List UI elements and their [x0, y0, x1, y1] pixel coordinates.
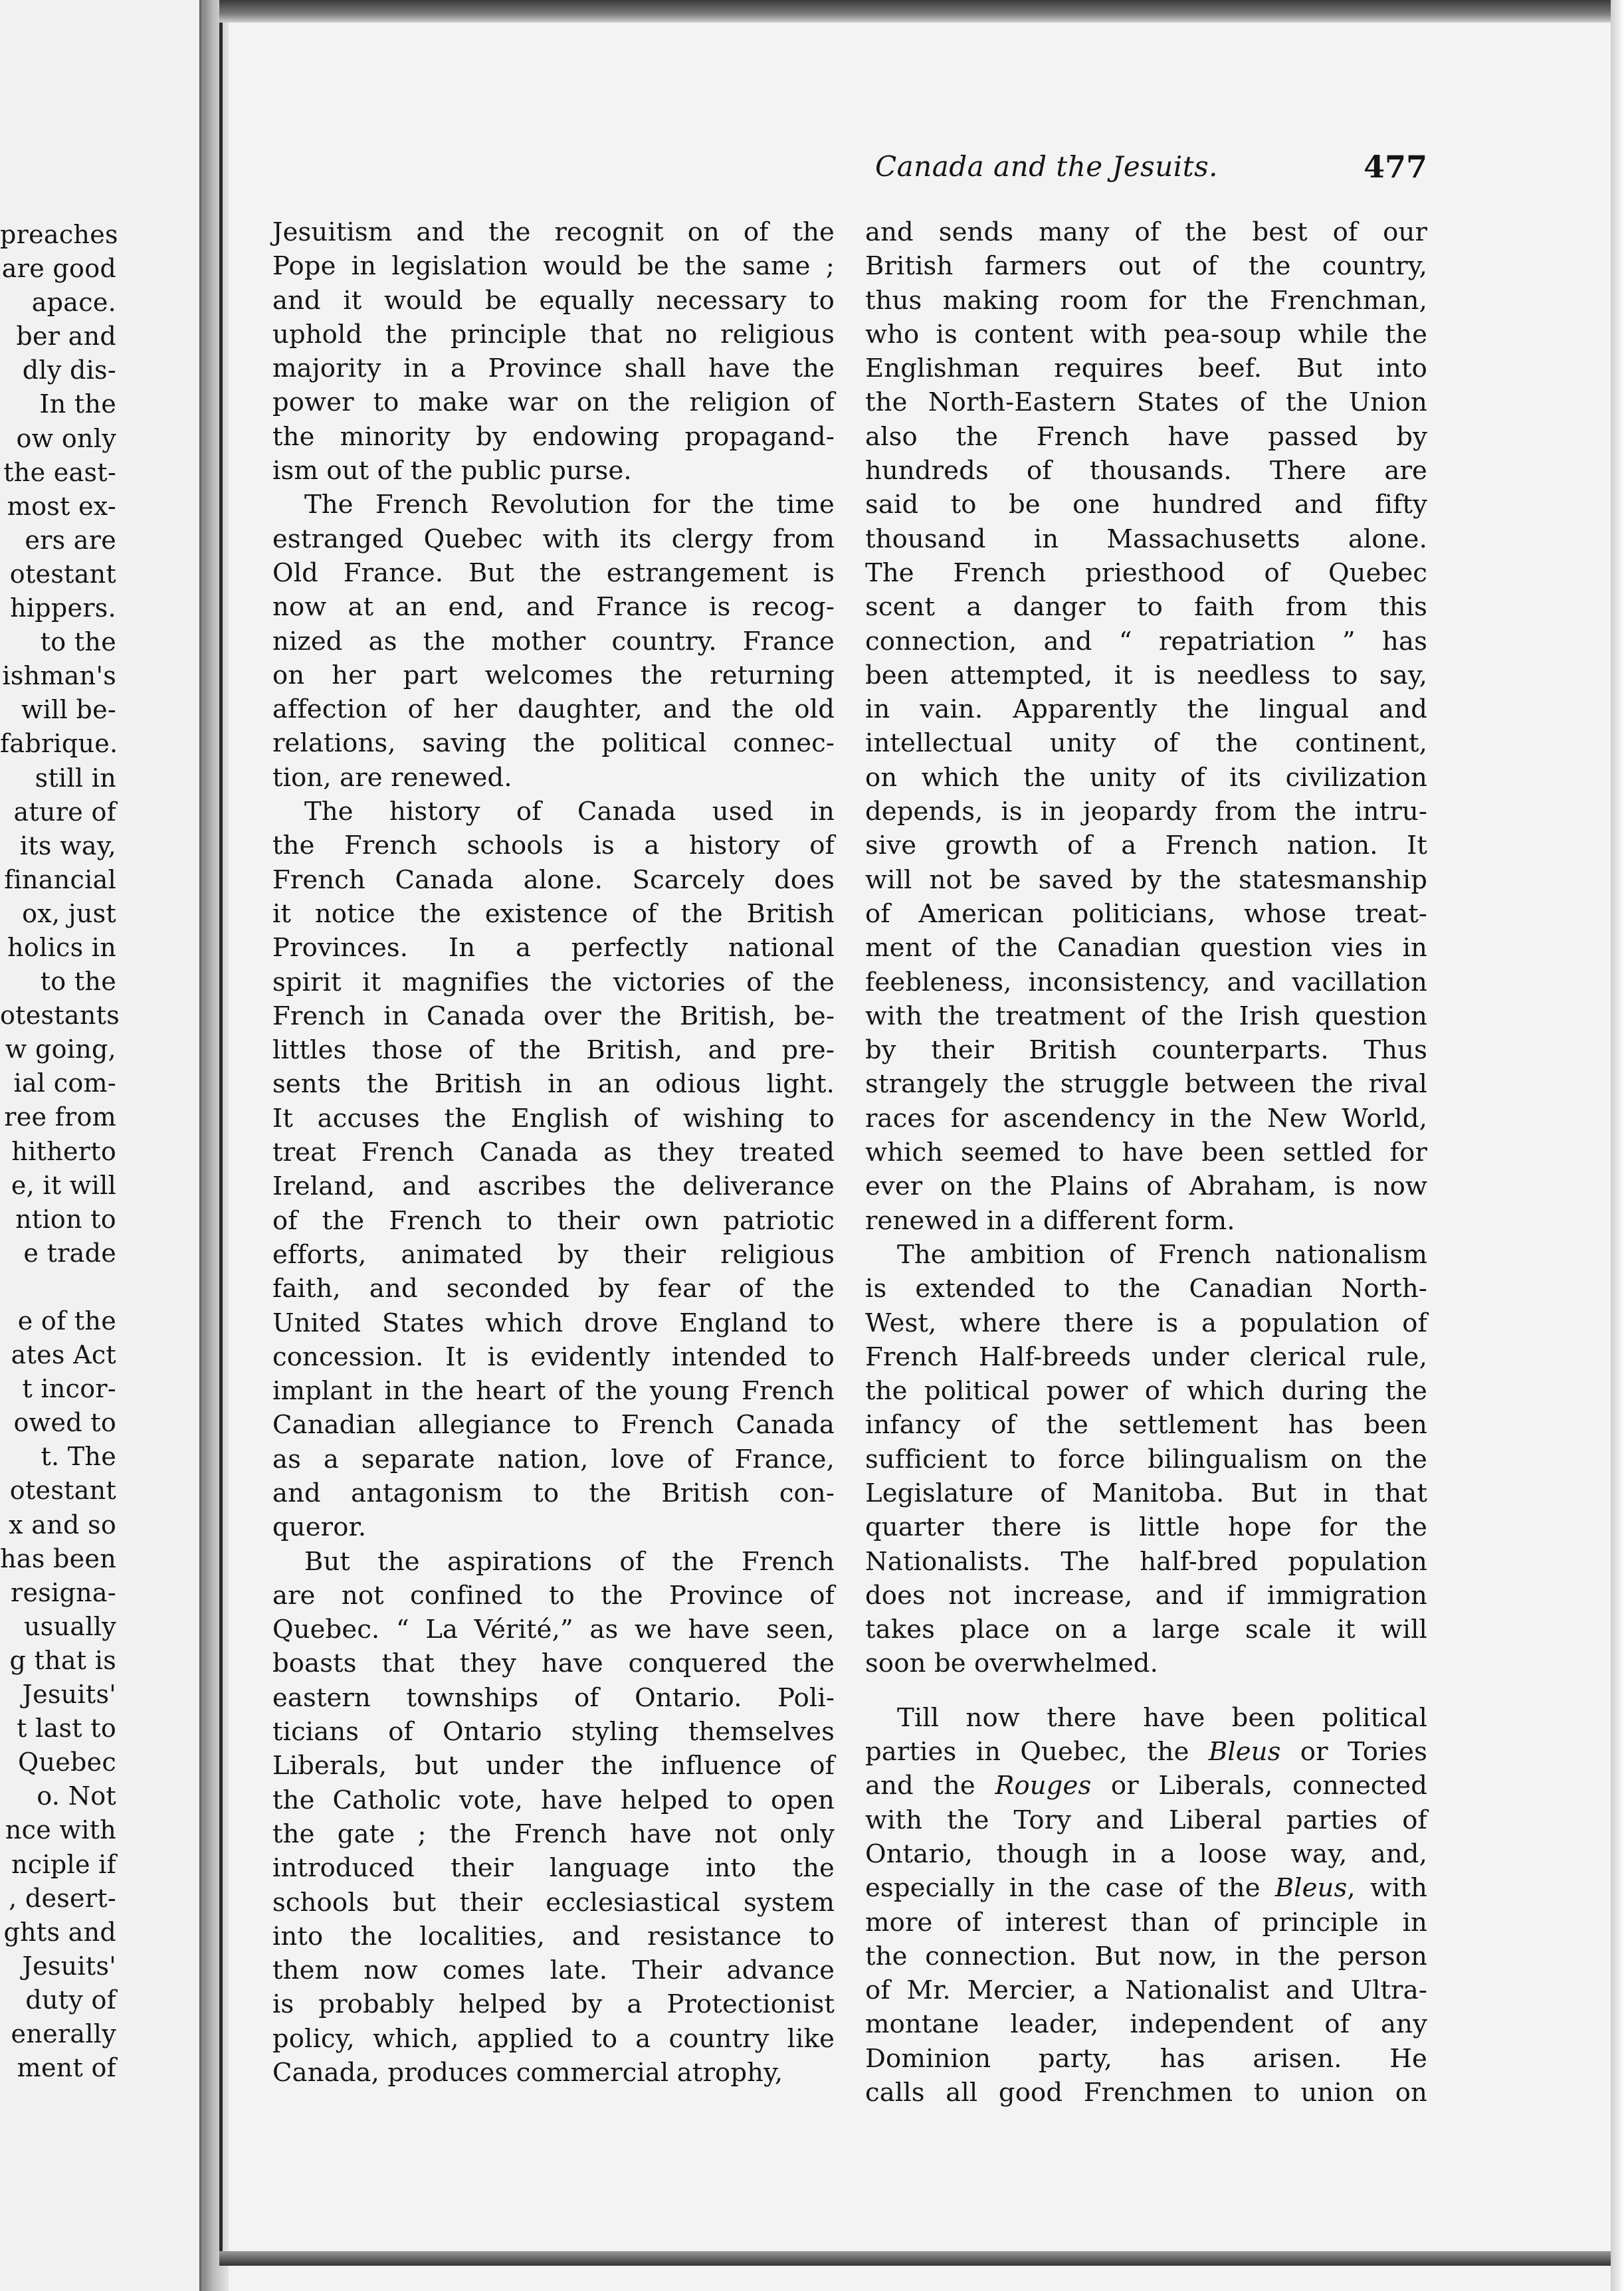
text-line: West, where there is a population of: [865, 1308, 1427, 1338]
paragraph: [272, 215, 835, 488]
facing-page-line: ox, just: [22, 898, 116, 928]
text-line: ism out of the public purse.: [272, 456, 632, 486]
text-line: by their British counterparts. Thus: [865, 1035, 1427, 1066]
facing-page-line: g that is: [9, 1645, 116, 1675]
text-line: of American politicians, whose treat-: [865, 898, 1427, 929]
facing-page-line: Quebec: [17, 1747, 116, 1777]
italic-term: Bleus: [1274, 1873, 1348, 1904]
text-line: takes place on a large scale it will: [865, 1615, 1427, 1645]
text-line: ticians of Ontario styling themselves: [272, 1717, 835, 1747]
facing-page-line: ers are: [25, 525, 116, 555]
facing-page-line: ial com-: [13, 1068, 116, 1098]
text-line: quarter there is little hope for the: [865, 1512, 1427, 1543]
text-line: It accuses the English of wishing to: [272, 1103, 835, 1134]
text-line: estranged Quebec with its clergy from: [272, 524, 835, 554]
text-line: the North-Eastern States of the Union: [865, 387, 1427, 418]
text-line: concession. It is evidently intended to: [272, 1342, 835, 1372]
text-line: The ambition of French nationalism: [897, 1239, 1427, 1270]
text-line: infancy of the settlement has been: [865, 1410, 1427, 1441]
text-fragment: or Liberals, connected: [1091, 1771, 1427, 1801]
text-line: of the French to their own patriotic: [272, 1205, 835, 1236]
text-line: eastern townships of Ontario. Poli-: [272, 1682, 835, 1713]
text-line: now at an end, and France is recog-: [272, 592, 835, 623]
text-line: and antagonism to the British con-: [272, 1478, 835, 1508]
text-line: [865, 2076, 1427, 2110]
facing-page-line: ature of: [13, 797, 116, 827]
column-right: [865, 215, 1427, 2110]
facing-page-line: ment of: [17, 2053, 116, 2083]
italic-term: Rouges: [995, 1771, 1092, 1801]
text-line: [865, 1940, 1427, 1973]
facing-page-line: ates Act: [11, 1340, 116, 1370]
text-fragment: Dominion party, has arisen. He: [865, 2043, 1427, 2074]
text-line: Legislature of Manitoba. But in that: [865, 1478, 1427, 1508]
text-fragment: parties in Quebec, the: [865, 1737, 1209, 1767]
text-fragment: or Tories: [1280, 1737, 1427, 1767]
facing-page-line: will be-: [21, 695, 116, 725]
running-title: Canada and the Jesuits.: [874, 150, 1218, 183]
facing-page-line: dly dis-: [22, 355, 116, 385]
text-line: on which the unity of its civilization: [865, 762, 1427, 793]
facing-page-line: the east-: [3, 457, 116, 487]
italic-term: Bleus: [1208, 1737, 1281, 1767]
text-line: efforts, animated by their religious: [272, 1239, 835, 1270]
text-line: French in Canada over the British, be-: [272, 1001, 835, 1031]
facing-page-line: usually: [24, 1611, 116, 1641]
facing-page-line: ber and: [16, 322, 116, 351]
text-line: implant in the heart of the young French: [272, 1376, 835, 1407]
text-line: Nationalists. The half-bred population: [865, 1546, 1427, 1577]
text-line: [865, 1769, 1427, 1803]
text-line: [865, 1973, 1427, 2007]
facing-page-line: to the: [40, 967, 116, 997]
text-line: sive growth of a French nation. It: [865, 831, 1427, 861]
text-line: does not increase, and if immigration: [865, 1580, 1427, 1611]
facing-page-line: ow only: [16, 423, 116, 453]
text-line: strangely the struggle between the rival: [865, 1069, 1427, 1100]
facing-page-line: t. The: [41, 1442, 116, 1472]
text-line: Pope in legislation would be the same ;: [272, 251, 835, 282]
facing-page-line: otestant: [9, 559, 116, 589]
facing-page-line: Jesuits': [22, 1680, 116, 1710]
facing-page-line: nciple if: [11, 1849, 116, 1879]
text-line: been attempted, it is needless to say,: [865, 660, 1427, 690]
text-line: The French priesthood of Quebec: [865, 557, 1427, 588]
text-line: British farmers out of the country,: [865, 251, 1427, 282]
paragraph: [272, 1545, 835, 2090]
text-line: with the treatment of the Irish question: [865, 1001, 1427, 1031]
text-line: will not be saved by the statesmanship: [865, 864, 1427, 895]
facing-page-fragment: [0, 0, 203, 2291]
facing-page-line: has been: [0, 1544, 116, 1573]
text-line: connection, and “ repatriation ” has: [865, 626, 1427, 656]
text-line: thus making room for the Frenchman,: [865, 285, 1427, 316]
text-line: Old France. But the estrangement is: [272, 557, 835, 588]
facing-page-line: still in: [35, 763, 116, 793]
paragraph: [865, 215, 1427, 1238]
text-line: Canadian allegiance to French Canada: [272, 1410, 835, 1441]
text-line: ment of the Canadian question vies in: [865, 933, 1427, 963]
text-line: hundreds of thousands. There are: [865, 456, 1427, 486]
facing-page-line: enerally: [11, 2019, 116, 2048]
text-line: United States which drove England to: [272, 1308, 835, 1338]
text-line: is probably helped by a Protectionist: [272, 1989, 835, 2020]
text-line: scent a danger to faith from this: [865, 592, 1427, 623]
text-line: [865, 1735, 1427, 1769]
text-fragment: montane leader, independent of any: [865, 2009, 1427, 2040]
facing-page-line: w going,: [5, 1035, 116, 1064]
facing-page-line: e of the: [17, 1306, 116, 1336]
facing-page-line: [0, 1270, 203, 1304]
text-fragment: calls all good Frenchmen to union on: [865, 2078, 1427, 2108]
facing-page-line: In the: [39, 389, 116, 419]
text-line: [865, 2007, 1427, 2041]
facing-page-line: ishman's: [2, 661, 116, 691]
facing-page-line: duty of: [25, 1985, 116, 2015]
text-line: affection of her daughter, and the old: [272, 694, 835, 725]
paragraph: [272, 488, 835, 795]
facing-page-line: its way,: [19, 831, 116, 860]
text-line: the minority by endowing propagand-: [272, 421, 835, 452]
facing-page-text: [0, 218, 203, 2085]
text-line: relations, saving the political connec-: [272, 728, 835, 759]
text-line: also the French have passed by: [865, 421, 1427, 452]
text-line: as a separate nation, love of France,: [272, 1444, 835, 1474]
facing-page-line: are good: [1, 254, 116, 284]
text-line: littles those of the British, and pre-: [272, 1035, 835, 1066]
text-line: [865, 1803, 1427, 1837]
column-left: [272, 215, 835, 2090]
text-line: sents the British in an odious light.: [272, 1069, 835, 1100]
facing-page-line: resigna-: [10, 1577, 116, 1607]
facing-page-line: Jesuits': [22, 1951, 116, 1981]
text-line: depends, is in jeopardy from the intru-: [865, 797, 1427, 827]
text-line: [865, 1701, 1427, 1735]
text-line: Canada, produces commercial atrophy,: [272, 2058, 783, 2088]
text-line: majority in a Province shall have the: [272, 353, 835, 384]
text-line: [865, 2042, 1427, 2076]
facing-page-line: o. Not: [37, 1781, 116, 1811]
facing-page-line: fabrique.: [0, 729, 118, 759]
text-line: are not confined to the Province of: [272, 1580, 835, 1611]
facing-page-line: to the: [40, 627, 116, 657]
binding-shadow: [219, 13, 223, 2259]
text-line: queror.: [272, 1512, 367, 1543]
text-line: it notice the existence of the British: [272, 898, 835, 929]
text-line: faith, and seconded by fear of the: [272, 1274, 835, 1304]
top-edge-shadow: [219, 0, 1624, 23]
facing-page-line: e trade: [23, 1238, 116, 1268]
text-line: French Half-breeds under clerical rule,: [865, 1342, 1427, 1372]
text-fragment: of Mr. Mercier, a Nationalist and Ultra-: [865, 1975, 1427, 2006]
text-line: Quebec. “ La Vérité,” as we have seen,: [272, 1615, 835, 1645]
text-line: Liberals, but under the influence of: [272, 1751, 835, 1781]
text-line: on her part welcomes the returning: [272, 660, 835, 690]
text-line: But the aspirations of the French: [304, 1546, 835, 1577]
text-line: the political power of which during the: [865, 1376, 1427, 1407]
facing-page-line: financial: [4, 864, 116, 894]
facing-page-line: otestants: [0, 1001, 120, 1031]
facing-page-line: owed to: [13, 1408, 116, 1438]
text-line: ever on the Plains of Abraham, is now: [865, 1171, 1427, 1202]
facing-page-line: t incor-: [22, 1374, 116, 1404]
paragraph: [272, 795, 835, 1545]
text-line: [865, 1871, 1427, 1905]
text-line: [865, 1837, 1427, 1871]
text-line: is extended to the Canadian North-: [865, 1274, 1427, 1304]
facing-page-line: ree from: [4, 1102, 116, 1132]
text-line: uphold the principle that no religious: [272, 319, 835, 349]
text-line: renewed in a different form.: [865, 1205, 1235, 1236]
facing-page-line: t last to: [17, 1714, 116, 1743]
text-line: Jesuitism and the recognit on of the: [272, 217, 835, 247]
text-line: introduced their language into the: [272, 1853, 835, 1884]
text-line: said to be one hundred and fifty: [865, 490, 1427, 520]
text-line: tion, are renewed.: [272, 762, 512, 793]
text-line: treat French Canada as they treated: [272, 1138, 835, 1168]
text-line: Provinces. In a perfectly national: [272, 933, 835, 963]
facing-page-line: e, it will: [11, 1170, 116, 1200]
text-fragment: and the: [865, 1771, 995, 1801]
text-line: into the localities, and resistance to: [272, 1921, 835, 1951]
text-line: them now comes late. Their advance: [272, 1955, 835, 1986]
text-line: schools but their ecclesiastical system: [272, 1887, 835, 1918]
text-line: Ireland, and ascribes the deliverance: [272, 1171, 835, 1202]
facing-page-line: apace.: [31, 288, 116, 318]
facing-page-line: hitherto: [11, 1136, 116, 1166]
book-gutter: [203, 0, 229, 2291]
text-line: who is content with pea-soup while the: [865, 319, 1427, 349]
text-line: thousand in Massachusetts alone.: [865, 524, 1427, 554]
text-line: in vain. Apparently the lingual and: [865, 694, 1427, 725]
paragraph: [865, 1701, 1427, 2110]
facing-page-line: hippers.: [10, 593, 116, 623]
text-line: the Catholic vote, have helped to open: [272, 1785, 835, 1815]
facing-page-line: otestant: [9, 1476, 116, 1506]
paragraph-gap: [865, 1681, 1427, 1701]
text-fragment: more of interest than of principle in: [865, 1907, 1427, 1938]
text-line: sufficient to force bilingualism on the: [865, 1444, 1427, 1474]
text-fragment: the connection. But now, in the person: [865, 1941, 1427, 1971]
right-edge: [1611, 0, 1624, 2291]
paragraph: [865, 1238, 1427, 1681]
text-fragment: Till now there have been political: [897, 1702, 1427, 1733]
facing-page-line: , desert-: [9, 1883, 116, 1913]
text-line: intellectual unity of the continent,: [865, 728, 1427, 759]
text-line: and sends many of the best of our: [865, 217, 1427, 247]
text-line: spirit it magnifies the victories of the: [272, 967, 835, 997]
text-line: nized as the mother country. France: [272, 626, 835, 656]
text-line: The French Revolution for the time: [304, 490, 835, 520]
text-line: feebleness, inconsistency, and vacillation: [865, 967, 1427, 997]
facing-page-line: nce with: [5, 1815, 116, 1845]
text-line: The history of Canada used in: [304, 797, 835, 827]
text-line: French Canada alone. Scarcely does: [272, 864, 835, 895]
facing-page-line: x and so: [9, 1510, 116, 1540]
facing-page-line: holics in: [7, 932, 116, 962]
text-line: the French schools is a history of: [272, 831, 835, 861]
text-fragment: especially in the case of the: [865, 1873, 1275, 1904]
text-line: boasts that they have conquered the: [272, 1648, 835, 1679]
facing-page-line: preaches: [0, 220, 118, 249]
text-fragment: , with: [1347, 1873, 1427, 1904]
text-line: Englishman requires beef. But into: [865, 353, 1427, 384]
text-line: soon be overwhelmed.: [865, 1648, 1158, 1679]
facing-page-line: ntion to: [15, 1204, 116, 1234]
text-fragment: with the Tory and Liberal parties of: [865, 1805, 1427, 1835]
bottom-edge-shadow: [219, 2251, 1624, 2266]
facing-page-line: most ex-: [7, 491, 116, 521]
text-line: policy, which, applied to a country like: [272, 2023, 835, 2054]
text-line: [865, 1906, 1427, 1940]
facing-page-line: ghts and: [3, 1917, 116, 1947]
text-line: races for ascendency in the New World,: [865, 1103, 1427, 1134]
text-fragment: Ontario, though in a loose way, and,: [865, 1839, 1427, 1869]
text-line: the gate ; the French have not only: [272, 1819, 835, 1849]
text-line: power to make war on the religion of: [272, 387, 835, 418]
page-number: 477: [1364, 149, 1428, 185]
text-line: which seemed to have been settled for: [865, 1138, 1427, 1168]
text-line: and it would be equally necessary to: [272, 285, 835, 316]
